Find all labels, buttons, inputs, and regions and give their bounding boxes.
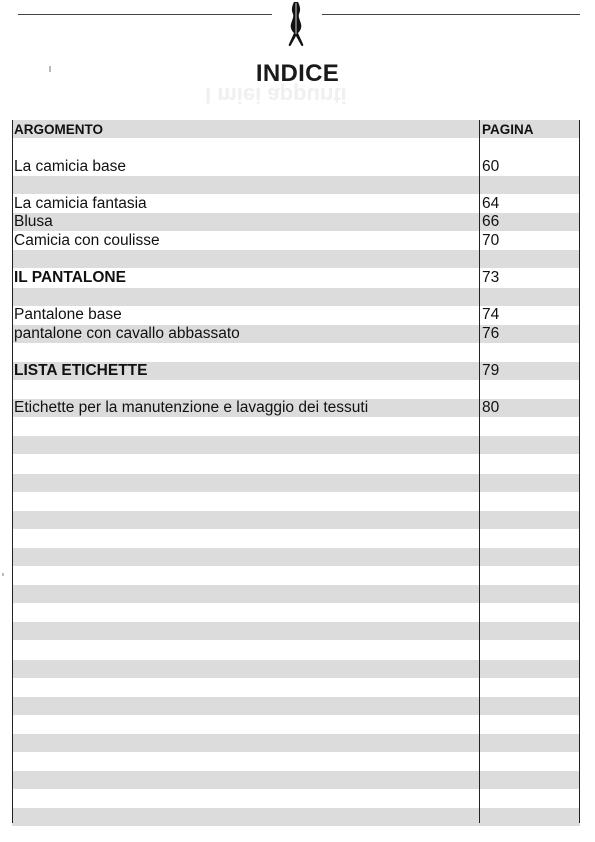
- table-row: [12, 306, 580, 324]
- table-row: [12, 195, 580, 213]
- table-row: [12, 325, 580, 343]
- row-stripe: [12, 734, 580, 752]
- row-stripe: [12, 660, 580, 678]
- table-row: [12, 158, 580, 176]
- column-header-pagina: PAGINA: [482, 122, 534, 137]
- entry-page: 64: [482, 195, 500, 212]
- page-title: INDICE: [255, 60, 340, 87]
- table-row: [12, 399, 580, 417]
- index-table: [12, 120, 580, 823]
- entry-page: 60: [482, 158, 500, 175]
- entry-title: LISTA ETICHETTE: [14, 362, 148, 379]
- row-stripe: [12, 250, 580, 268]
- row-stripe: [12, 436, 580, 454]
- entry-page: 73: [482, 269, 500, 286]
- dress-form-icon: [278, 0, 314, 50]
- row-stripe: [12, 548, 580, 566]
- row-stripe: [12, 771, 580, 789]
- entry-page: 80: [482, 399, 500, 416]
- table-row: [12, 269, 580, 287]
- row-stripe: [12, 474, 580, 492]
- entry-title: Pantalone base: [14, 306, 122, 323]
- top-rule-right: [322, 14, 580, 15]
- top-rule-left: [18, 14, 272, 15]
- entry-title: Blusa: [14, 213, 53, 230]
- table-row: [12, 362, 580, 380]
- entry-page: 79: [482, 362, 500, 379]
- row-stripe: [12, 585, 580, 603]
- entry-title: Etichette per la manutenzione e lavaggio dei tessuti: [14, 399, 369, 416]
- entry-page: 74: [482, 306, 500, 323]
- table-row: [12, 213, 580, 231]
- bleed-through-text: I miei appunti: [205, 83, 347, 108]
- entry-title: Camicia con coulisse: [14, 232, 160, 249]
- table-row: [12, 232, 580, 250]
- entry-page: 76: [482, 325, 500, 342]
- row-stripe: [12, 176, 580, 194]
- row-stripe: [12, 622, 580, 640]
- entry-title: La camicia base: [14, 158, 127, 175]
- column-header-argomento: ARGOMENTO: [14, 122, 104, 137]
- entry-title: IL PANTALONE: [14, 269, 126, 286]
- entry-page: 70: [482, 232, 500, 249]
- row-stripe: [12, 808, 580, 826]
- entry-page: 66: [482, 213, 500, 230]
- scan-speck: [2, 573, 4, 576]
- row-stripe: [12, 511, 580, 529]
- row-stripe: [12, 697, 580, 715]
- entry-title: La camicia fantasia: [14, 195, 147, 212]
- row-stripe: [12, 288, 580, 306]
- table-header-row: [12, 121, 580, 139]
- entry-title: pantalone con cavallo abbassato: [14, 325, 240, 342]
